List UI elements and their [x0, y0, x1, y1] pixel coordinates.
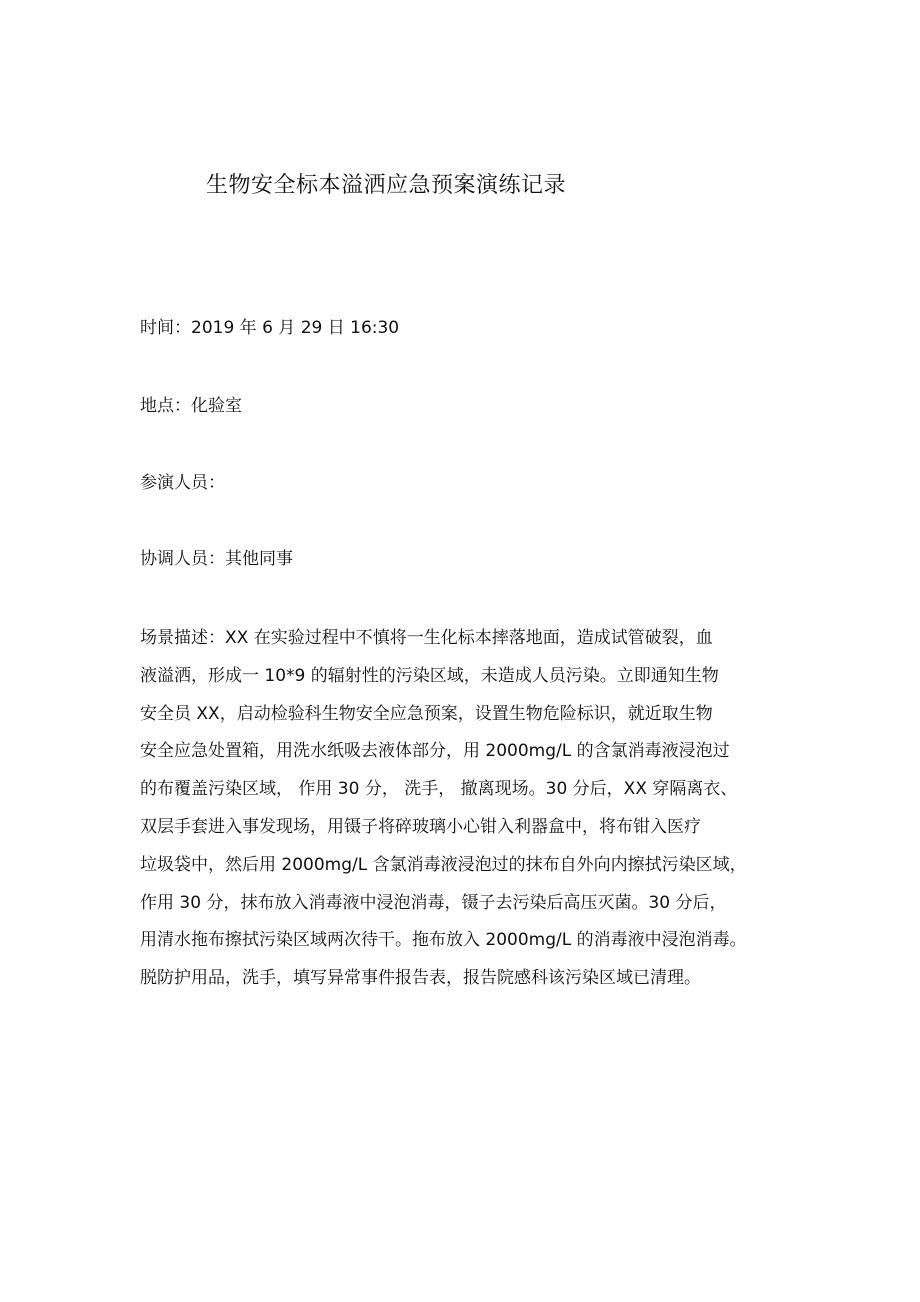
participants-field: 参演人员：	[140, 473, 225, 493]
scene-description	[140, 620, 800, 998]
scene-line: 脱防护用品，洗手，填写异常事件报告表，报告院感科该污染区域已清理。	[140, 968, 701, 989]
place-field: 地点：化验室	[140, 396, 242, 416]
scene-line: 安全员 XX，启动检验科生物安全应急预案，设置生物危险标识，就近取生物	[140, 703, 713, 724]
scene-line: 液溢洒，形成一 10*9 的辐射性的污染区域，未造成人员污染。立即通知生物	[140, 665, 719, 686]
document-title: 生物安全标本溢洒应急预案演练记录	[206, 173, 567, 198]
scene-line: 安全应急处置箱，用洗水纸吸去液体部分，用 2000mg/L 的含氯消毒液浸泡过	[140, 741, 730, 762]
scene-line: 的布覆盖污染区域， 作用 30 分， 洗手， 撤离现场。30 分后，XX 穿隔离衣、	[140, 779, 738, 800]
coordinators-field: 协调人员：其他同事	[140, 549, 293, 569]
scene-line: 作用 30 分，抹布放入消毒液中浸泡消毒，镊子去污染后高压灭菌。30 分后，	[140, 892, 727, 913]
scene-line: 双层手套进入事发现场，用镊子将碎玻璃小心钳入利器盒中，将布钳入医疗	[140, 816, 701, 837]
scene-line: 场景描述：XX 在实验过程中不慎将一生化标本摔落地面，造成试管破裂，血	[140, 628, 713, 648]
scene-line: 用清水拖布擦拭污染区域两次待干。拖布放入 2000mg/L 的消毒液中浸泡消毒。	[140, 930, 747, 951]
scene-line: 垃圾袋中，然后用 2000mg/L 含氯消毒液浸泡过的抹布自外向内擦拭污染区域，	[140, 854, 747, 875]
time-field: 时间：2019 年 6 月 29 日 16:30	[140, 318, 400, 338]
